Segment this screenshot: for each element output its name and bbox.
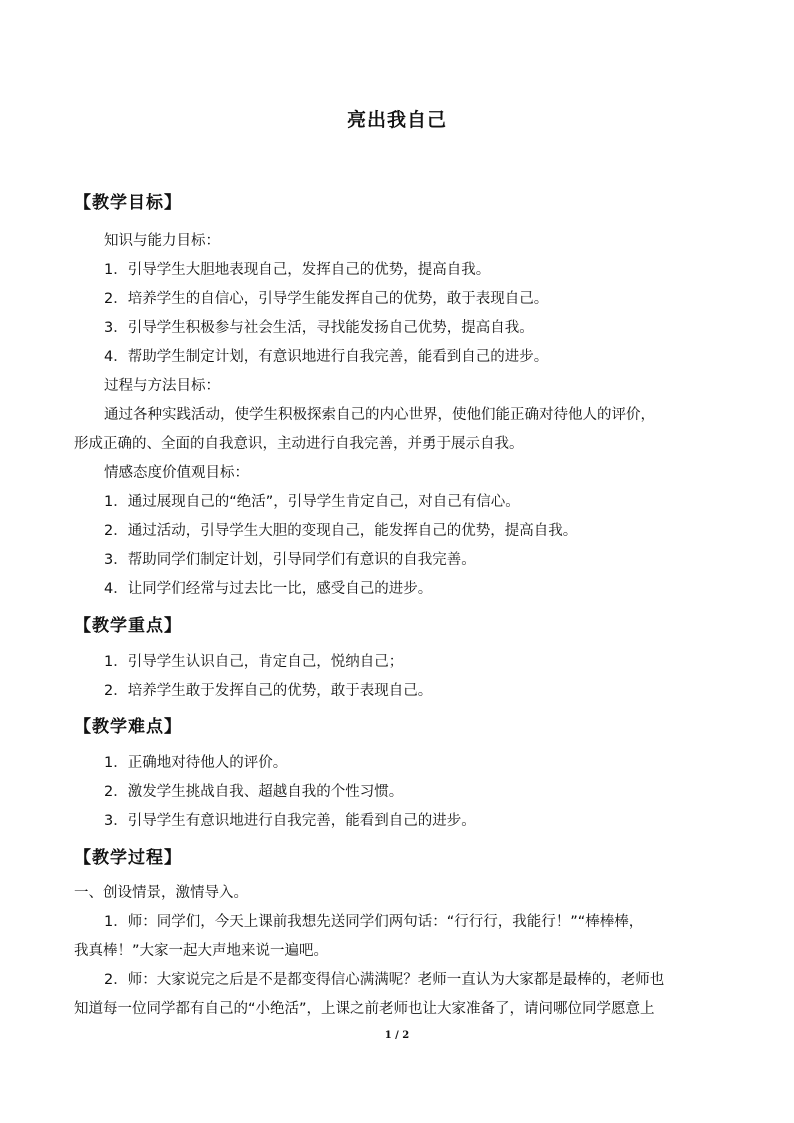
emotion-item: 4．让同学们经常与过去比一比，感受自己的进步。 [104,581,433,597]
difficulty-item: 2．激发学生挑战自我、超越自我的个性习惯。 [104,784,404,800]
emotion-heading: 情感态度价值观目标： [104,465,249,481]
document-title: 亮出我自己 [346,109,447,131]
section-heading-process: 【教学过程】 [74,848,182,868]
knowledge-item: 4．帮助学生制定计划，有意识地进行自我完善，能看到自己的进步。 [104,349,549,365]
emotion-item: 3．帮助同学们制定计划，引导同学们有意识的自我完善。 [104,552,476,568]
section-heading-difficulties: 【教学难点】 [74,717,182,737]
section-heading-objectives: 【教学目标】 [74,193,182,213]
method-heading: 过程与方法目标： [104,378,220,394]
process-step-heading: 一、创设情景，激情导入。 [74,885,248,901]
process-paragraph: 知道每一位同学都有自己的“小绝活”，上课之前老师也让大家准备了，请问哪位同学愿意上 [74,1001,655,1017]
difficulty-item: 1．正确地对待他人的评价。 [104,755,288,771]
key-point-item: 1．引导学生认识自己，肯定自己，悦纳自己； [104,654,404,670]
knowledge-item: 2．培养学生的自信心，引导学生能发挥自己的优势，敢于表现自己。 [104,291,549,307]
knowledge-item: 1．引导学生大胆地表现自己，发挥自己的优势，提高自我。 [104,262,491,278]
process-paragraph: 2．师：大家说完之后是不是都变得信心满满呢？老师一直认为大家都是最棒的，老师也 [104,972,665,988]
key-point-item: 2．培养学生敢于发挥自己的优势，敢于表现自己。 [104,683,433,699]
method-text: 形成正确的、全面的自我意识，主动进行自我完善，并勇于展示自我。 [74,436,524,452]
knowledge-item: 3．引导学生积极参与社会生活，寻找能发扬自己优势，提高自我。 [104,320,534,336]
process-paragraph: 我真棒！”大家一起大声地来说一遍吧。 [74,943,329,959]
emotion-item: 2．通过活动，引导学生大胆的变现自己，能发挥自己的优势，提高自我。 [104,523,578,539]
difficulty-item: 3．引导学生有意识地进行自我完善，能看到自己的进步。 [104,813,476,829]
page-number: 1 / 2 [384,1030,410,1041]
process-paragraph: 1．师：同学们，今天上课前我想先送同学们两句话：“行行行，我能行！”“棒棒棒， [104,914,644,930]
emotion-item: 1．通过展现自己的“绝活”，引导学生肯定自己，对自己有信心。 [104,494,520,510]
section-heading-key-points: 【教学重点】 [74,616,182,636]
method-text: 通过各种实践活动，使学生积极探索自己的内心世界，使他们能正确对待他人的评价， [104,407,655,423]
knowledge-heading: 知识与能力目标： [104,233,220,249]
